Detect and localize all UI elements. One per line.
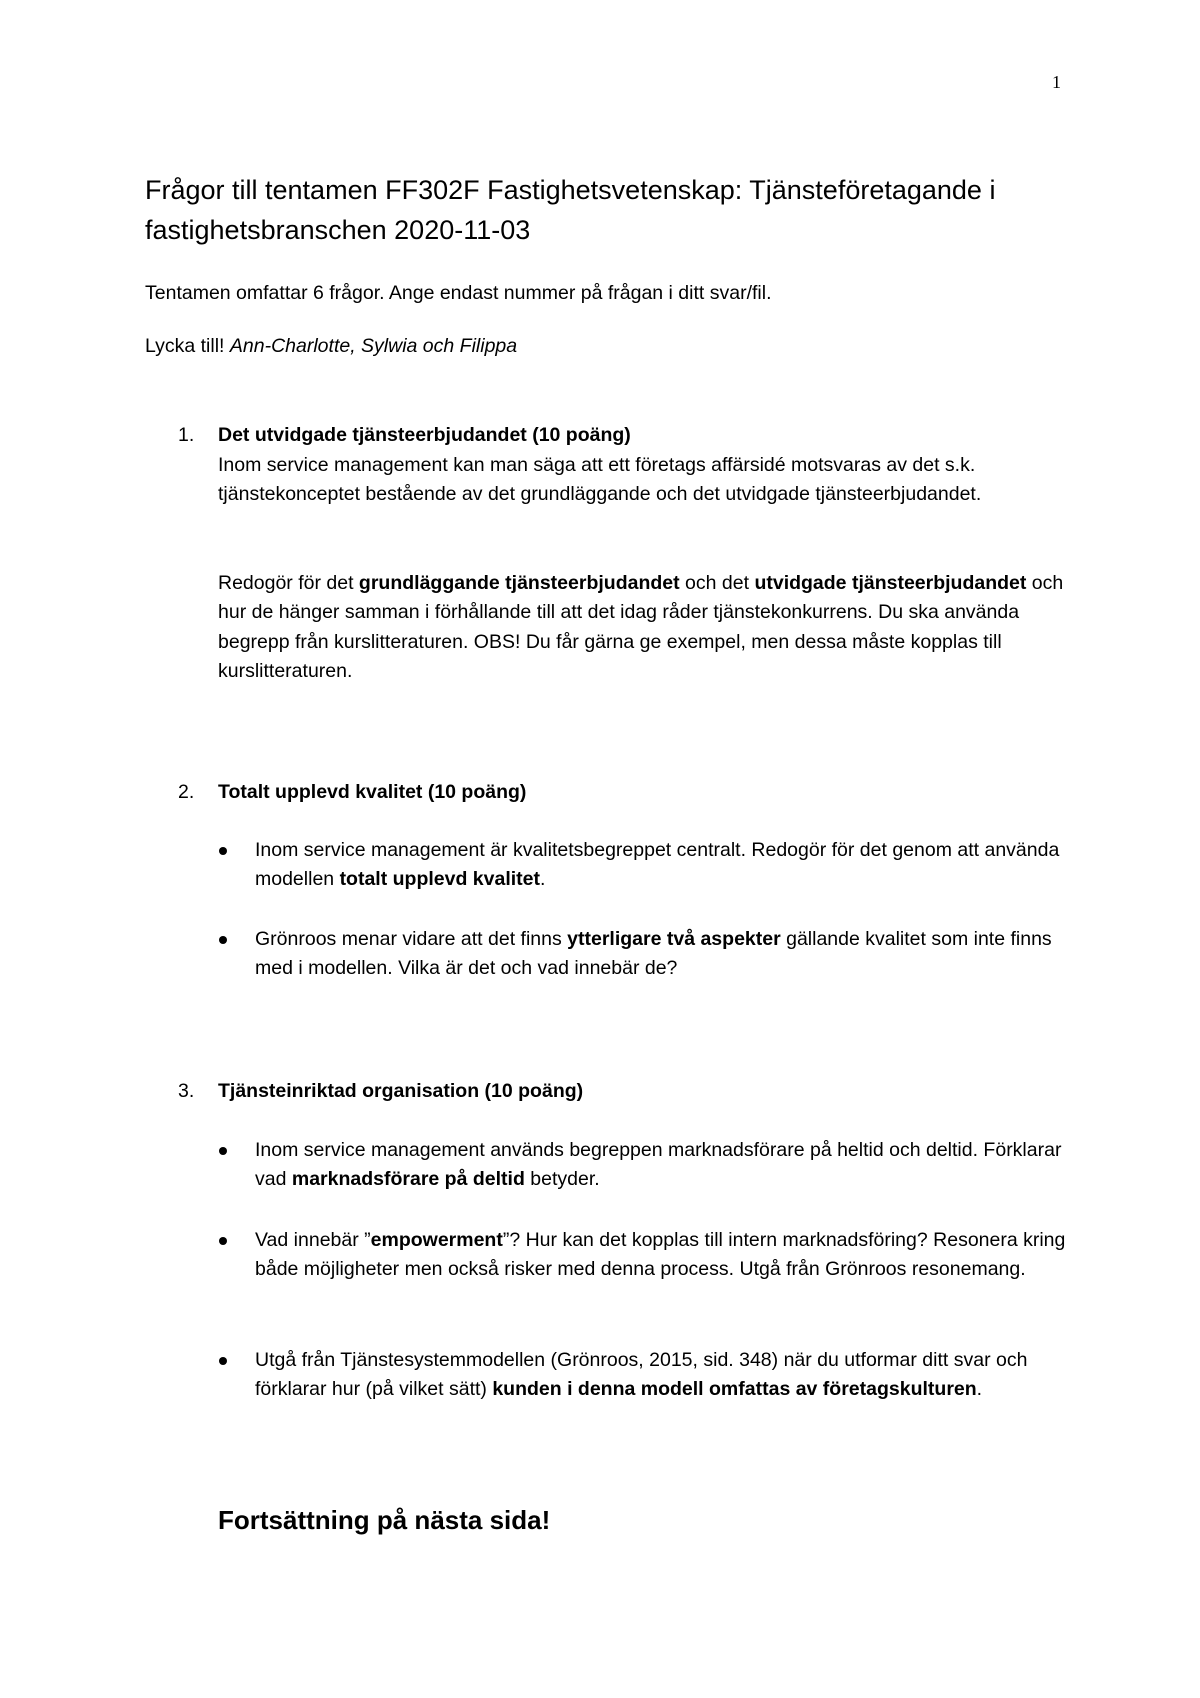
text-run: Inom service management är kvalitetsbegreppet centralt. Redogör för det genom att använda modellen <box>255 839 1060 891</box>
bullet-text <box>255 1226 1085 1285</box>
greeting-text: Lycka till! <box>145 335 225 357</box>
text-run: Utgå från Tjänstesystemmodellen (Grönroos, 2015, sid. 348) när du utformar ditt svar och förklarar hur (på vilket sätt) <box>255 1349 1028 1401</box>
text-run: Vad innebär ” <box>255 1229 371 1251</box>
greeting-line <box>145 335 517 358</box>
text-run: . <box>976 1378 983 1401</box>
question-1-paragraph-1: Inom service management kan man säga att ett företags affärsidé motsvaras av det s.k. tjänstekonceptet bestående av det grundläggande och det utvidgade tjänsteerbjudandet. <box>218 454 982 506</box>
text-run: betyder. <box>524 1168 600 1191</box>
text-run: gällande kvalitet som inte finns med i modellen. Vilka är det och vad innebär de? <box>255 928 1052 980</box>
question-number: 2. <box>178 781 195 803</box>
bullet-text <box>255 836 1085 895</box>
text-run: och det <box>679 572 755 594</box>
page-title: Frågor till tentamen FF302F Fastighetsvetenskap: Tjänsteföretagande i fastighetsbranschen 2020-11-03 <box>145 175 996 245</box>
text-run: Inom service management används begreppen marknadsförare på heltid och deltid. Förklarar vad <box>255 1139 1062 1191</box>
text-run: och hur de hänger samman i förhållande till att det idag råder tjänstekonkurrens. Du ska använda begrepp från kurslitteraturen. OBS! Du får gärna ge exempel, men dessa måste kopplas till kurslitteraturen. <box>218 572 1064 682</box>
bullet-text <box>255 1346 1085 1405</box>
question-number: 1. <box>178 424 195 446</box>
question-title: Det utvidgade tjänsteerbjudandet (10 poäng) <box>218 424 631 446</box>
bold-term: totalt upplevd kvalitet <box>339 868 541 891</box>
question-title: Totalt upplevd kvalitet (10 poäng) <box>218 781 527 803</box>
question-1-paragraph-2 <box>218 569 1078 686</box>
text-run: Redogör för det <box>218 572 359 594</box>
continuation-note: Fortsättning på nästa sida! <box>218 1505 551 1535</box>
bold-term: marknadsförare på deltid <box>291 1168 525 1191</box>
bold-term: kunden i denna modell omfattas av företagskulturen <box>492 1378 977 1401</box>
page-number: 1 <box>1052 72 1061 92</box>
bullet-text <box>255 925 1085 984</box>
bold-term: ytterligare två aspekter <box>567 928 781 950</box>
question-number: 3. <box>178 1080 195 1102</box>
bold-term: utvidgade tjänsteerbjudandet <box>754 572 1027 594</box>
bold-term: grundläggande tjänsteerbjudandet <box>358 572 680 594</box>
bold-term: empowerment <box>370 1229 503 1251</box>
question-title: Tjänsteinriktad organisation (10 poäng) <box>218 1080 584 1102</box>
exam-scope-text: Tentamen omfattar 6 frågor. Ange endast nummer på frågan i ditt svar/fil. <box>145 282 772 304</box>
bullet-text <box>255 1136 1085 1195</box>
text-run: . <box>540 868 546 891</box>
authors: Ann-Charlotte, Sylwia och Filippa <box>229 335 518 357</box>
text-run: ”? Hur kan det kopplas till intern marknadsföring? Resonera kring både möjligheter men också risker med denna process. Utgå från Grönroos resonemang. <box>255 1229 1066 1281</box>
text-run: Grönroos menar vidare att det finns <box>255 928 568 950</box>
